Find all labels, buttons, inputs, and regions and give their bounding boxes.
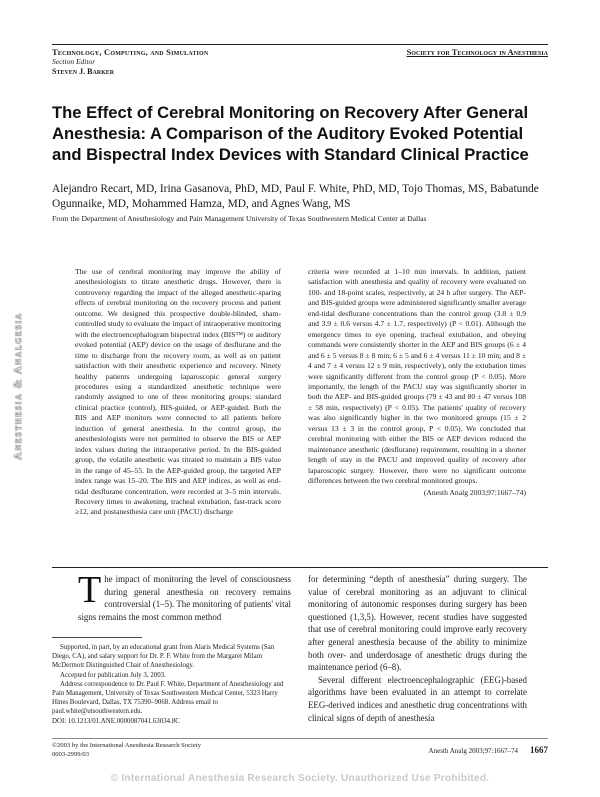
- abstract-divider: [52, 567, 548, 568]
- footnote-accepted: Accepted for publication July 3, 2003.: [60, 671, 166, 679]
- abstract-left-column: The use of cerebral monitoring may improve the ability of anesthesiologists to titrate anesthetic drugs. However, there is controversy regarding the impact of the alleged anesthetic-sparing effects of cerebral monitoring on the recovery process and patient outcome. We designed this prospective double-blinded, sham-controlled study to evaluate the impact of intraoperative monitoring with the electroencephalogram bispectral index (BIS™) or auditory evoked potential (AEP) device on the usage of desflurane and the time to discharge from the recovery room, as well as on patient satisfaction with their anesthetic experience and recovery. Ninety healthy patients undergoing laparoscopic general surgery procedures using a standardized anesthetic technique were randomly assigned to one of three monitoring groups: standard clinical practice (control), BIS-guided, or AEP-guided. Both the BIS and AEP monitors were connected to all patients before induction of general anesthesia. In the control group, the anesthesiologists were not permitted to observe the BIS or AEP index values during the intraoperative period. In the BIS-guided group, the volatile anesthetic was titrated to maintain a BIS value in the range of 45–55. In the AEP-guided group, the targeted AEP index range was 15–20. The BIS and AEP indices, as well as end-tidal desflurane concentration, were recorded at 3–5 min intervals. Recovery times to awakening, tracheal extubation, fast-track score ≥12, and postanesthesia care unit (PACU) discharge: [75, 267, 281, 517]
- copyright-block: [52, 742, 201, 759]
- journal-sidebar: [9, 226, 27, 546]
- abstract-right-text: criteria were recorded at 1–10 min intervals. In addition, patient satisfaction with anesthesia and quality of recovery were evaluated on 100- and 18-point scales, respectively, at 24 h after surgery. The AEP- and BIS-guided groups were administered significantly smaller average end-tidal desflurane concentrations than the control group (3.8 ± 0.9 and 3.9 ± 0.6 versus 4.7 ± 1.7, respectively) (P < 0.01). Although the emergence times to eye opening, tracheal extubation, and obeying commands were consistently shorter in the AEP and BIS groups (6 ± 4 and 6 ± 5 versus 8 ± 8 min; 6 ± 5 and 6 ± 4 versus 11 ± 10 min; and 8 ± 4 and 7 ± 4 versus 12 ± 9 min, respectively), only the extubation times were significantly different from the control group (P < 0.05). More importantly, the length of the PACU stay was significantly shorter in both the AEP- and BIS-guided groups (79 ± 43 and 80 ± 47 versus 108 ± 58 min, respectively) (P < 0.05). The patients' quality of recovery was also significantly higher in the two monitored groups (15 ± 2 versus 13 ± 3 in the control group, P < 0.05). We concluded that cerebral monitoring with either the BIS or AEP devices reduced the maintenance anesthetic (desflurane) requirement, resulting in a shorter length of stay in the PACU and improved quality of recovery after laparoscopic surgery. However, there were no significant outcome differences between the two cerebral monitored groups.: [308, 267, 526, 486]
- page-number: 1667: [530, 745, 548, 755]
- section-title: Technology, Computing, and Simulation: [52, 47, 209, 57]
- issn: 0003-2999/03: [52, 750, 89, 758]
- footnotes: [52, 643, 294, 726]
- journal-name-vertical: Anesthesia & Analgesia: [12, 311, 24, 461]
- author-list: Alejandro Recart, MD, Irina Gasanova, PhD, MD, Paul F. White, PhD, MD, Tojo Thomas, MS, Babatunde Ogunnaike, MD, Mohammed Hamza, MD, and Agnes Wang, MS: [52, 183, 539, 210]
- journal-reference: Anesth Analg 2003;97:1667–74: [428, 747, 518, 755]
- society-name: Society for Technology in Anesthesia: [406, 47, 548, 57]
- footer-rule: [52, 738, 548, 739]
- footnote-support: Supported, in part, by an educational grant from Alaris Medical Systems (San Diego, CA), and salary support for Dr. P. F. White from the Margaret Milam McDermott Distinguished Chair of Anesthesiology.: [52, 644, 275, 670]
- body-paragraph-1: for determining “depth of anesthesia” during surgery. The value of cerebral monitoring as an adjuvant to clinical monitoring of autonomic responses during surgery has been questioned (1,3,5). However, recent studies have suggested that use of cerebral monitoring could improve early recovery after general anesthesia because of the ability to minimize both over- and underdosage of anesthetic drugs during the maintenance period (6–8).: [308, 574, 527, 673]
- header-rule: [52, 44, 548, 45]
- abstract-right-column: [308, 267, 526, 498]
- copyright-line: ©2003 by the International Anesthesia Research Society: [52, 742, 201, 749]
- watermark: © International Anesthesia Research Society. Unauthorized Use Prohibited.: [110, 773, 490, 784]
- footnote-address: Address correspondence to Dr. Paul F. White, Department of Anesthesiology and Pain Management, University of Texas Southwestern Medical Center, 5323 Harry Hines Boulevard, Dallas, TX 75390–9068. Address email to paul.white@utsouthwestern.edu.: [52, 680, 284, 716]
- footnote-rule: [52, 637, 142, 638]
- intro-paragraph: [78, 569, 291, 623]
- page-footer: [429, 745, 548, 755]
- body-right-column: [308, 573, 527, 724]
- editor-role: Section Editor: [52, 57, 96, 66]
- editor-name: Steven J. Barker: [52, 67, 115, 76]
- footnote-doi: DOI: 10.1213/01.ANE.0000087041.63034.8C: [52, 717, 180, 725]
- drop-cap: T: [78, 569, 102, 611]
- article-title: The Effect of Cerebral Monitoring on Recovery After General Anesthesia: A Comparison of the Auditory Evoked Potential and Bispectral Index Devices with Standard Clinical Practice: [52, 103, 529, 164]
- body-paragraph-2: Several different electroencephalographic (EEG)-based algorithms have been evaluated in an attempt to correlate EEG-derived indices and anesthetic drug concentrations with clinical signs of depth of anesthesia: [308, 674, 527, 723]
- abstract-citation: (Anesth Analg 2003;97:1667–74): [423, 487, 526, 497]
- section-header: [52, 47, 208, 77]
- affiliation: From the Department of Anesthesiology and Pain Management University of Texas Southwestern Medical Center at Dallas: [52, 214, 427, 223]
- intro-text: he impact of monitoring the level of consciousness during general anesthesia on recovery remains controversial (1–5). The monitoring of patients' vital signs remains the most common method: [78, 574, 291, 622]
